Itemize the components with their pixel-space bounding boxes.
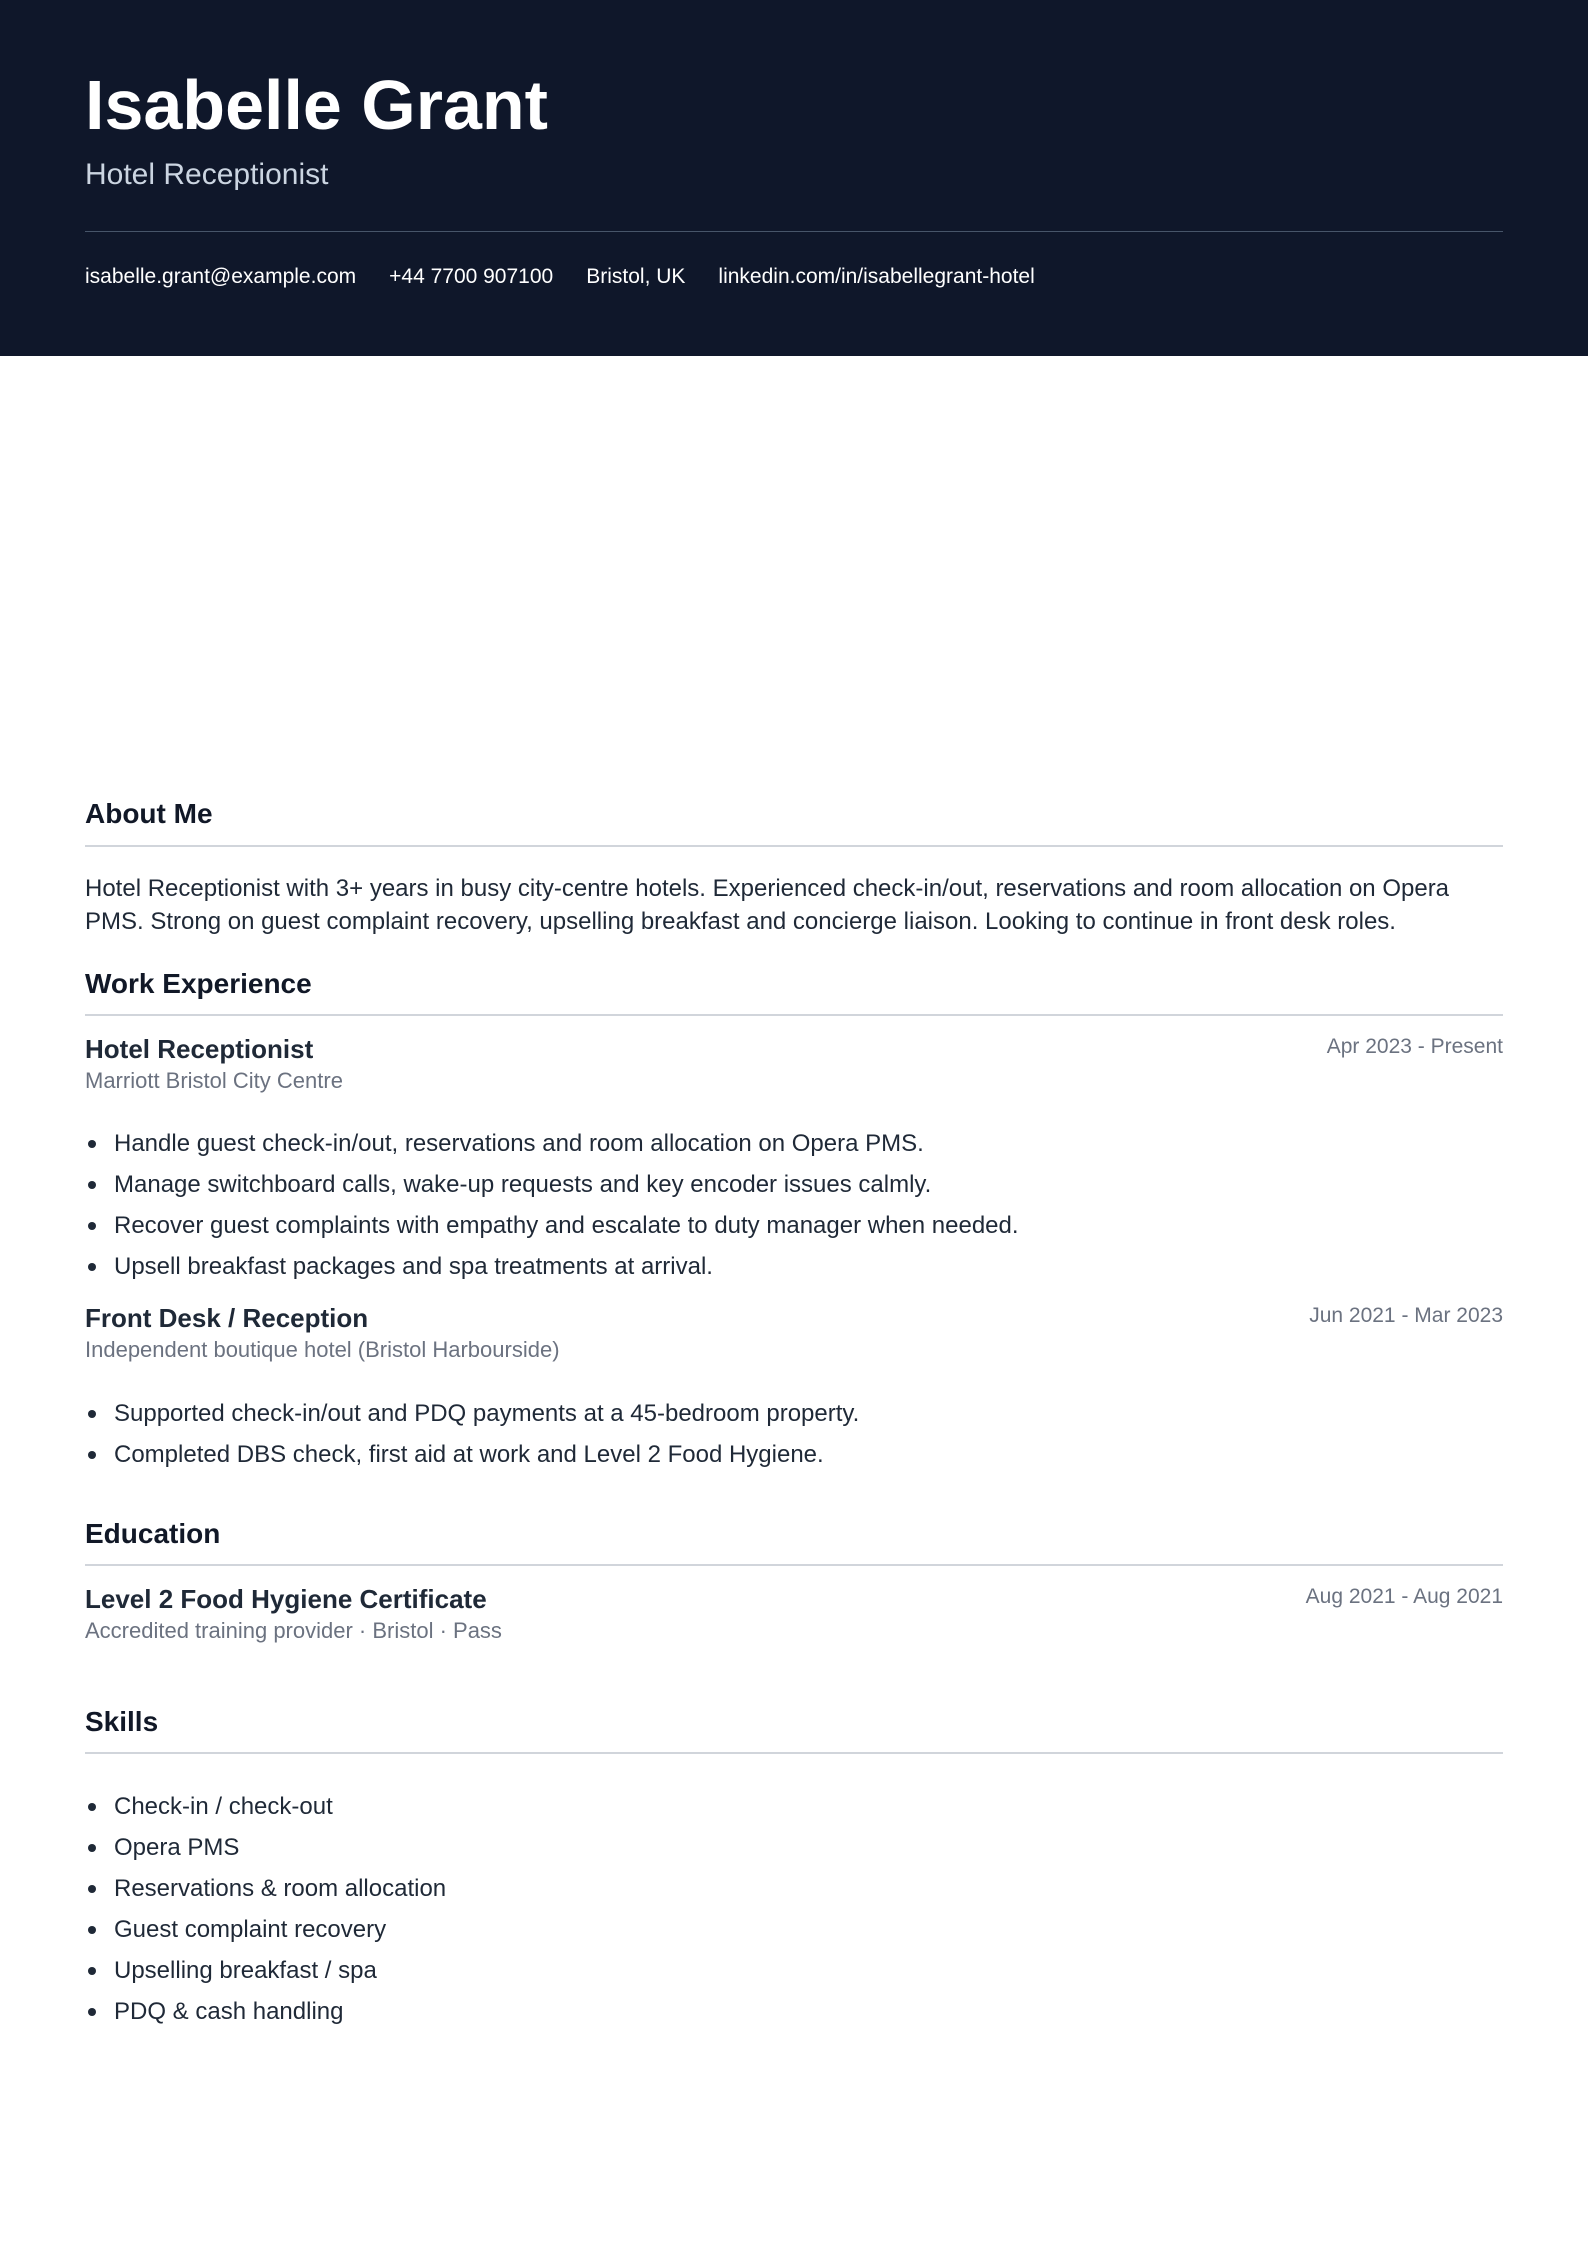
contact-location: Bristol, UK <box>586 265 686 288</box>
list-item: Completed DBS check, first aid at work and Level 2 Food Hygiene. <box>85 1434 859 1475</box>
skill-item: Check-in / check-out <box>85 1786 446 1827</box>
list-item: Recover guest complaints with empathy and escalate to duty manager when needed. <box>85 1205 1019 1246</box>
skill-item: Opera PMS <box>85 1827 446 1868</box>
job-bullets <box>85 1393 859 1475</box>
education-details: Accredited training provider · Bristol · Pass <box>85 1618 502 1643</box>
job-title: Front Desk / Reception <box>85 1303 369 1333</box>
section-title-experience: Work Experience <box>85 968 312 999</box>
job-dates: Jun 2021 - Mar 2023 <box>1309 1304 1503 1327</box>
resume-header <box>0 0 1588 356</box>
candidate-name: Isabelle Grant <box>85 66 548 144</box>
skills-list <box>85 1786 446 2032</box>
list-item: Supported check-in/out and PDQ payments at a 45-bedroom property. <box>85 1393 859 1434</box>
skill-item: PDQ & cash handling <box>85 1991 446 2032</box>
section-divider-skills <box>85 1752 1503 1754</box>
job-bullets <box>85 1123 1019 1287</box>
section-title-skills: Skills <box>85 1706 159 1737</box>
contact-email[interactable]: isabelle.grant@example.com <box>85 265 357 288</box>
skill-item: Reservations & room allocation <box>85 1868 446 1909</box>
section-title-education: Education <box>85 1518 221 1549</box>
job-company: Marriott Bristol City Centre <box>85 1068 343 1093</box>
about-text: Hotel Receptionist with 3+ years in busy city-centre hotels. Experienced check-in/out, reservations and room allocation on Opera PMS. Strong on guest complaint recovery, upselling breakfast and concierge liaison. Looking to continue in front desk roles. <box>85 875 1450 935</box>
section-divider-about <box>85 845 1503 847</box>
skill-item: Upselling breakfast / spa <box>85 1950 446 1991</box>
list-item: Handle guest check-in/out, reservations and room allocation on Opera PMS. <box>85 1123 1019 1164</box>
section-title-about: About Me <box>85 798 213 829</box>
list-item: Manage switchboard calls, wake-up requests and key encoder issues calmly. <box>85 1164 1019 1205</box>
education-title: Level 2 Food Hygiene Certificate <box>85 1584 487 1614</box>
list-item: Upsell breakfast packages and spa treatments at arrival. <box>85 1246 1019 1287</box>
contact-linkedin[interactable]: linkedin.com/in/isabellegrant-hotel <box>718 265 1035 288</box>
job-title: Hotel Receptionist <box>85 1034 314 1064</box>
job-dates: Apr 2023 - Present <box>1326 1035 1503 1058</box>
job-company: Independent boutique hotel (Bristol Harbourside) <box>85 1337 560 1362</box>
skill-item: Guest complaint recovery <box>85 1909 446 1950</box>
contact-row <box>85 262 1035 292</box>
header-divider <box>85 231 1503 232</box>
section-divider-experience <box>85 1014 1503 1016</box>
contact-phone[interactable]: +44 7700 907100 <box>389 265 554 288</box>
candidate-role: Hotel Receptionist <box>85 158 329 191</box>
section-divider-education <box>85 1564 1503 1566</box>
education-dates: Aug 2021 - Aug 2021 <box>1305 1585 1503 1608</box>
